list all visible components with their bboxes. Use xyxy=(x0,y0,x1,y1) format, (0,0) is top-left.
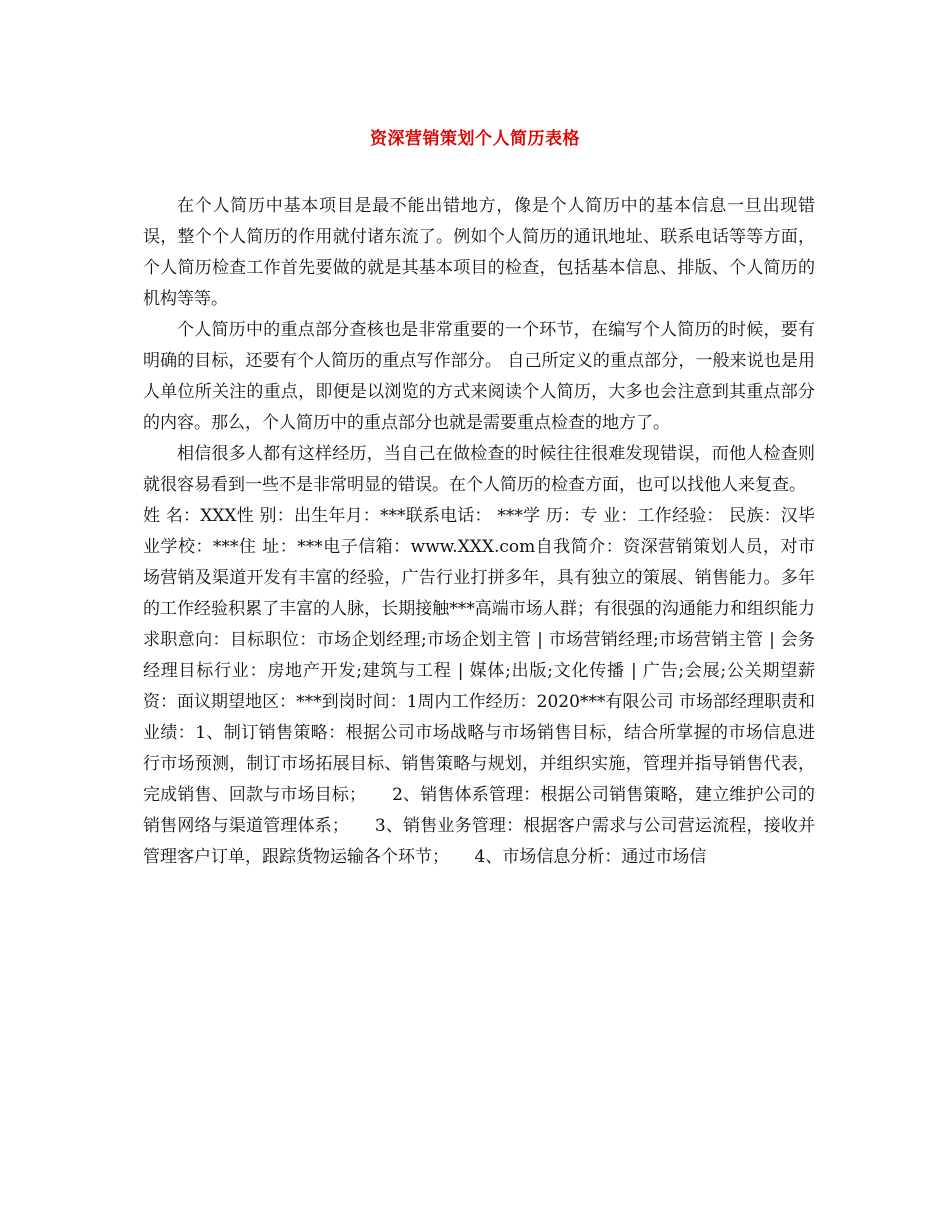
document-body xyxy=(143,191,815,873)
document-title: 资深营销策划个人简历表格 xyxy=(370,129,580,149)
paragraph-review: 相信很多人都有这样经历，当自己在做检查的时候往往很难发现错误，而他人检查则就很容易看到一些不是非常明显的错误。在个人简历的检查方面，也可以找他人来复查。 xyxy=(143,444,815,495)
paragraph-basic-items: 在个人简历中基本项目是最不能出错地方，像是个人简历中的基本信息一旦出现错误，整个个人简历的作用就付诸东流了。例如个人简历的通讯地址、联系电话等等方面，个人简历检查工作首先要做的就是其基本项目的检查，包括基本信息、排版、个人简历的机构等等。 xyxy=(143,196,815,309)
paragraph-key-sections: 个人简历中的重点部分查核也是非常重要的一个环节，在编写个人简历的时候，要有明确的目标，还要有个人简历的重点写作部分。 自己所定义的重点部分，一般来说也是用人单位所关注的重点，即便是以浏览的方式来阅读个人简历，大多也会注意到其重点部分的内容。那么，个人简历中的重点部分也就是需要重点检查的地方了。 xyxy=(143,320,815,433)
resume-details-block: 姓 名：XXX性 别：出生年月：***联系电话： ***学 历：专 业：工作经验： 民族：汉毕业学校：***住 址：***电子信箱：www.XXX.com自我简介：资深营销策划人员，对市场营销及渠道开发有丰富的经验，广告行业打拼多年，具有独立的策展、销售能力。多年的工作经验积累了丰富的人脉，长期接触***高端市场人群；有很强的沟通能力和组织能力求职意向：目标职位：市场企划经理;市场企划主管 | 市场营销经理;市场营销主管 | 会务经理目标行业：房地产开发;建筑与工程 | 媒体;出版;文化传播 | 广告;会展;公关期望薪资：面议期望地区：***到岗时间：1周内工作经历：2020***有限公司 市场部经理职责和业绩：1、制订销售策略：根据公司市场战略与市场销售目标，结合所掌握的市场信息进行市场预测，制订市场拓展目标、销售策略与规划，并组织实施，管理并指导销售代表，完成销售、回款与市场目标； 2、销售体系管理：根据公司销售策略，建立维护公司的销售网络与渠道管理体系； 3、销售业务管理：根据客户需求与公司营运流程，接收并管理客户订单，跟踪货物运输各个环节； 4、市场信息分析：通过市场信 xyxy=(143,506,815,867)
